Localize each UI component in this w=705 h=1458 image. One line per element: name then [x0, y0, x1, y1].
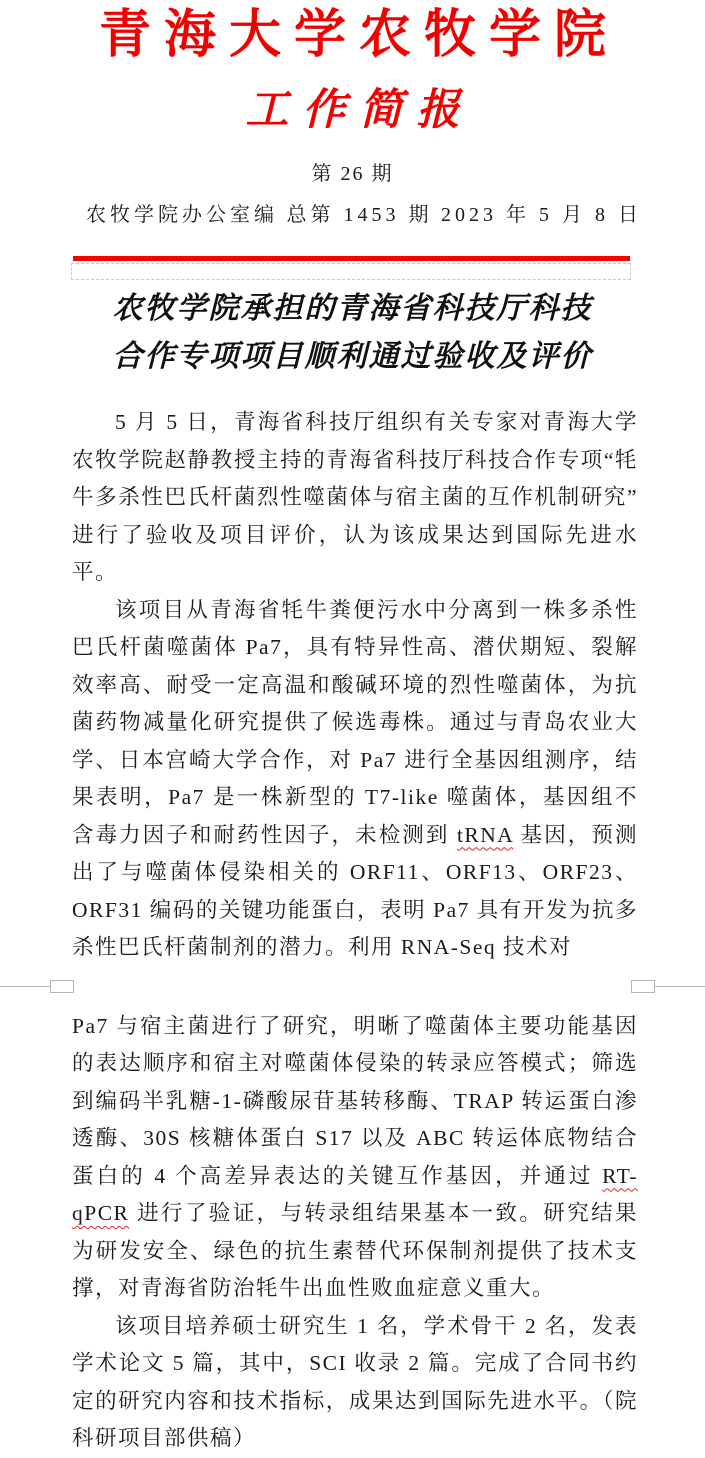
issue-number: 第 26 期	[311, 163, 394, 185]
page-corner-mark-left	[50, 980, 74, 993]
body-text-run: 进行了验证，与转录组结果基本一致。研究结果为研发安全、绿色的抗生素替代环保制剂提供了技术支撑，对青海省防治牦牛出血性败血症意义重大。	[72, 1201, 638, 1300]
body-paragraph	[72, 592, 638, 967]
masthead-bulletin-title: 工作简报	[245, 87, 474, 134]
body-text-run: Pa7 与宿主菌进行了研究，明晰了噬菌体主要功能基因的表达顺序和宿主对噬菌体侵染的转录应答模式；筛选到编码半乳糖-1-磷酸尿苷基转移酶、TRAP 转运蛋白渗透酶、30S 核糖体蛋白 S17 以及 ABC 转运体底物结合蛋白的 4 个高差异表达的关键互作基因，并通过	[72, 1013, 638, 1188]
article-title-line1: 农牧学院承担的青海省科技厅科技	[112, 292, 593, 325]
article-title-line2: 合作专项项目顺利通过验收及评价	[112, 340, 593, 373]
red-divider-rule	[73, 256, 630, 261]
issue-date-label: 2023 年 5 月 8 日	[441, 204, 642, 226]
page-edge-line-right	[655, 986, 705, 987]
body-paragraph	[72, 1308, 638, 1458]
empty-dashed-textframe	[71, 263, 631, 280]
body-paragraph	[72, 1008, 638, 1308]
page-edge-line-left	[0, 986, 50, 987]
body-text-run: 该项目培养硕士研究生 1 名，学术骨干 2 名，发表学术论文 5 篇，其中，SCI 收录 2 篇。完成了合同书约定的研究内容和技术指标，成果达到国际先进水平。（院科研项目部供稿）	[72, 1313, 638, 1450]
page-break-divider	[0, 967, 705, 1008]
body-paragraph	[72, 404, 638, 592]
masthead-meta-row	[72, 202, 642, 228]
article-body	[72, 404, 638, 1458]
body-text-run: 5 月 5 日，青海省科技厅组织有关专家对青海大学农牧学院赵静教授主持的青海省科技厅科技合作专项“牦牛多杀性巴氏杆菌烈性噬菌体与宿主菌的互作机制研究”进行了验收及项目评价，认为该成果达到国际先进水平。	[72, 410, 638, 584]
masthead-org-title: 青海大学农牧学院	[98, 7, 619, 64]
editor-label: 农牧学院办公室编	[86, 204, 278, 226]
spellcheck-underlined-term: tRNA	[456, 822, 514, 847]
page-corner-mark-right	[631, 980, 655, 993]
body-text-run: 该项目从青海省牦牛粪便污水中分离到一株多杀性巴氏杆菌噬菌体 Pa7，具有特异性高、潜伏期短、裂解效率高、耐受一定高温和酸碱环境的烈性噬菌体，为抗菌药物减量化研究提供了候选毒株。通过与青岛农业大学、日本宫崎大学合作，对 Pa7 进行全基因组测序，结果表明，Pa7 是一株新型的 T7-like 噬菌体，基因组不含毒力因子和耐药性因子，未检测到	[72, 597, 638, 847]
spellcheck-underlined-term: RT-qPCR	[72, 1163, 638, 1225]
article-title	[0, 285, 705, 381]
body-text-run: 基因，预测出了与噬菌体侵染相关的 ORF11、ORF13、ORF23、ORF31 编码的关键功能蛋白，表明 Pa7 具有开发为抗多杀性巴氏杆菌制剂的潜力。利用 RNA-Seq 技术对	[72, 822, 638, 959]
cumulative-issue-label: 总第 1453 期	[286, 204, 433, 226]
